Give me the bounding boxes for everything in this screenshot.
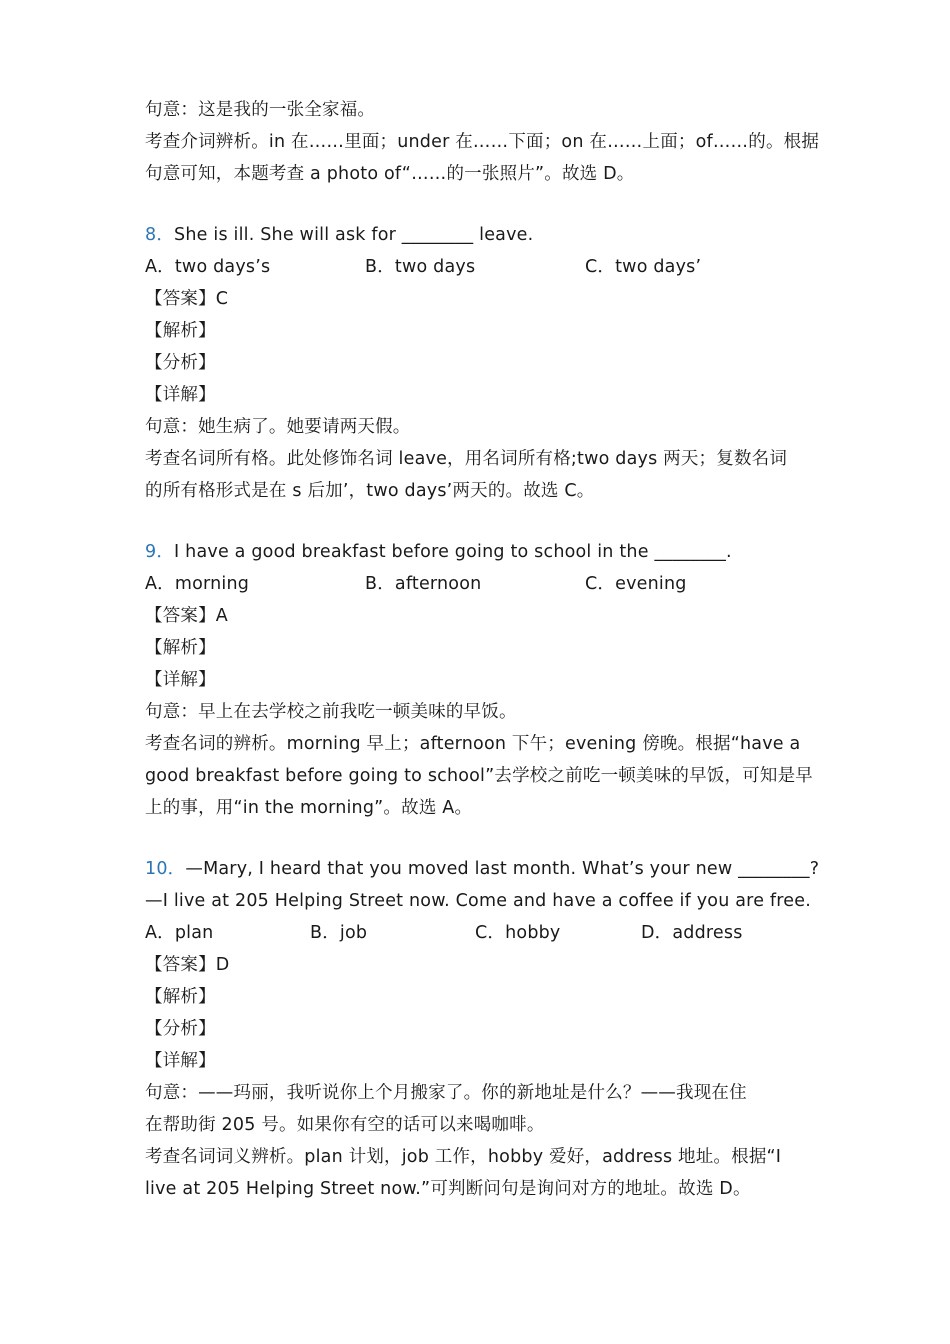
- q8-options: [145, 251, 810, 283]
- option-a: A．morning: [145, 574, 250, 594]
- q8-analysis-line: 考查名词所有格。此处修饰名词 leave，用名词所有格;two days 两天；复数名词: [145, 449, 788, 469]
- fenxi-label: 【分析】: [145, 1019, 216, 1039]
- question-text: —Mary, I heard that you moved last month. What’s your new ________?: [185, 859, 820, 879]
- xiangjie-label: 【详解】: [145, 670, 216, 690]
- q10-stem-reply: —I live at 205 Helping Street now. Come and have a coffee if you are free.: [145, 891, 811, 911]
- question-text: She is ill. She will ask for ________ leave.: [174, 225, 534, 245]
- q7-meaning: 句意：这是我的一张全家福。: [145, 100, 376, 120]
- option-b: B．job: [310, 923, 368, 943]
- q7-analysis-line: 句意可知，本题考查 a photo of“……的一张照片”。故选 D。: [145, 164, 635, 184]
- q10-meaning-line: 在帮助街 205 号。如果你有空的话可以来喝咖啡。: [145, 1115, 545, 1135]
- answer-label: 【答案】D: [145, 955, 230, 975]
- q9-stem: [145, 536, 810, 568]
- option-c: C．two days’: [585, 257, 702, 277]
- question-number: 8．: [145, 225, 175, 245]
- xiangjie-label: 【详解】: [145, 1051, 216, 1071]
- q9-analysis-line: good breakfast before going to school”去学校之前吃一顿美味的早饭，可知是早: [145, 766, 813, 786]
- q9-meaning: 句意：早上在去学校之前我吃一顿美味的早饭。: [145, 702, 517, 722]
- question-number: 9．: [145, 542, 175, 562]
- q9-options: [145, 568, 810, 600]
- answer-label: 【答案】C: [145, 289, 229, 309]
- q8-analysis-line: 的所有格形式是在 s 后加’，two days’两天的。故选 C。: [145, 481, 595, 501]
- question-text: I have a good breakfast before going to school in the ________.: [174, 542, 732, 562]
- q10-analysis-line: live at 205 Helping Street now.”可判断问句是询问对方的地址。故选 D。: [145, 1179, 751, 1199]
- jiexi-label: 【解析】: [145, 987, 216, 1007]
- document-page: [145, 94, 820, 1205]
- option-d: D．address: [641, 923, 743, 943]
- q9-analysis-line: 考查名词的辨析。morning 早上；afternoon 下午；evening 傍晚。根据“have a: [145, 734, 801, 754]
- jiexi-label: 【解析】: [145, 638, 216, 658]
- option-c: C．hobby: [475, 923, 561, 943]
- option-b: B．afternoon: [365, 574, 482, 594]
- fenxi-label: 【分析】: [145, 353, 216, 373]
- jiexi-label: 【解析】: [145, 321, 216, 341]
- q7-analysis-line: 考查介词辨析。in 在……里面；under 在……下面；on 在……上面；of……的。根据: [145, 132, 820, 152]
- q8-stem: [145, 219, 810, 251]
- answer-label: 【答案】A: [145, 606, 228, 626]
- q10-analysis-line: 考查名词词义辨析。plan 计划，job 工作，hobby 爱好，address 地址。根据“I: [145, 1147, 782, 1167]
- xiangjie-label: 【详解】: [145, 385, 216, 405]
- question-number: 10．: [145, 859, 186, 879]
- q10-meaning-line: 句意：——玛丽，我听说你上个月搬家了。你的新地址是什么？——我现在住: [145, 1083, 747, 1103]
- option-c: C．evening: [585, 574, 687, 594]
- option-a: A．plan: [145, 923, 214, 943]
- q8-meaning: 句意：她生病了。她要请两天假。: [145, 417, 411, 437]
- q10-options: [145, 917, 810, 949]
- option-a: A．two days’s: [145, 257, 271, 277]
- option-b: B．two days: [365, 257, 476, 277]
- q9-analysis-line: 上的事，用“in the morning”。故选 A。: [145, 798, 473, 818]
- q10-stem: [145, 853, 820, 885]
